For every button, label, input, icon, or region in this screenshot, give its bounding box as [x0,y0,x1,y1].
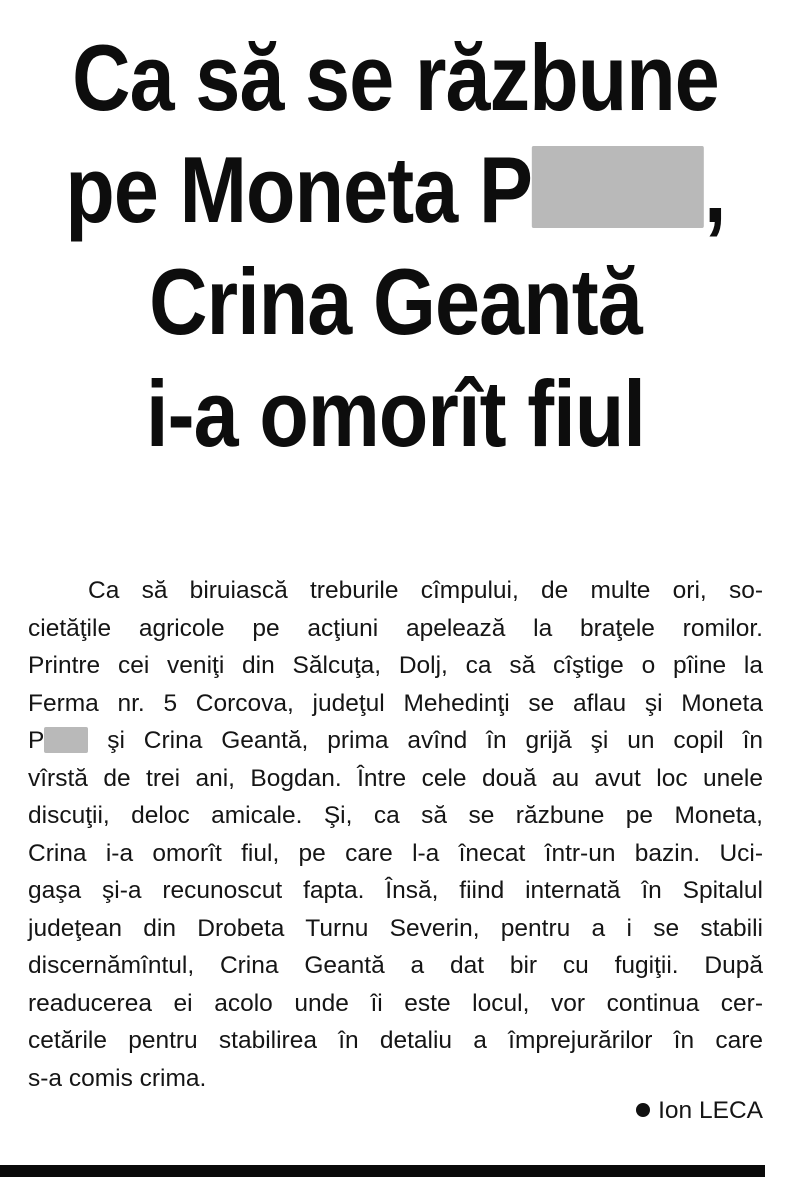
headline [55,22,735,470]
article-body [28,572,763,1097]
body-line-8: Crina i-a omorît fiul, pe care l-a înecat într-un bazin. Uci- [28,839,763,867]
bullet-dot-icon [636,1103,650,1117]
headline-line-2 [55,134,735,246]
headline-line-2-text: pe Moneta P [65,137,533,242]
body-line-5-start: P [28,727,45,754]
body-line-4: Ferma nr. 5 Corcova, judeţul Mehedinţi se aflau şi Moneta [28,689,763,717]
redacted-name-block [532,146,704,228]
redacted-name-inline [44,727,88,753]
byline [636,1092,763,1130]
body-line-5 [28,722,763,760]
body-line-13: cetările pentru stabilirea în detaliu a împrejurărilor în care [28,1027,763,1054]
body-line-5-rest: şi Crina Geantă, prima avînd în grijă şi un copil în [107,727,764,754]
headline-line-2-comma: , [704,137,726,242]
body-line-6: vîrstă de trei ani, Bogdan. Între cele două au avut loc unele [28,764,763,792]
body-line-1: Ca să biruiască treburile cîmpului, de multe ori, so- [88,577,763,604]
bottom-divider-rule [0,1165,765,1177]
body-line-11: discernămîntul, Crina Geantă a dat bir cu fugiţii. După [28,952,763,979]
headline-line-4: i-a omorît fiul [145,361,646,466]
body-line-7: discuţii, deloc amicale. Şi, ca să se răzbune pe Moneta, [28,802,763,829]
body-line-9: gaşa şi-a recunoscut fapta. Însă, fiind internată în Spitalul [28,877,763,904]
body-line-12: readucerea ei acolo unde îi este locul, vor continua cer- [28,989,763,1017]
body-line-10: judeţean din Drobeta Turnu Severin, pentru a i se stabili [28,914,763,942]
headline-line-1: Ca să se răzbune [72,25,719,130]
body-line-2: cietăţile agricole pe acţiuni apelează la braţele romilor. [28,614,763,642]
headline-line-3: Crina Geantă [149,249,642,354]
author-name: Ion LECA [658,1097,763,1124]
body-line-14: s-a comis crima. [28,1064,207,1092]
body-line-3: Printre cei veniţi din Sălcuţa, Dolj, ca să cîştige o pîine la [28,652,763,679]
